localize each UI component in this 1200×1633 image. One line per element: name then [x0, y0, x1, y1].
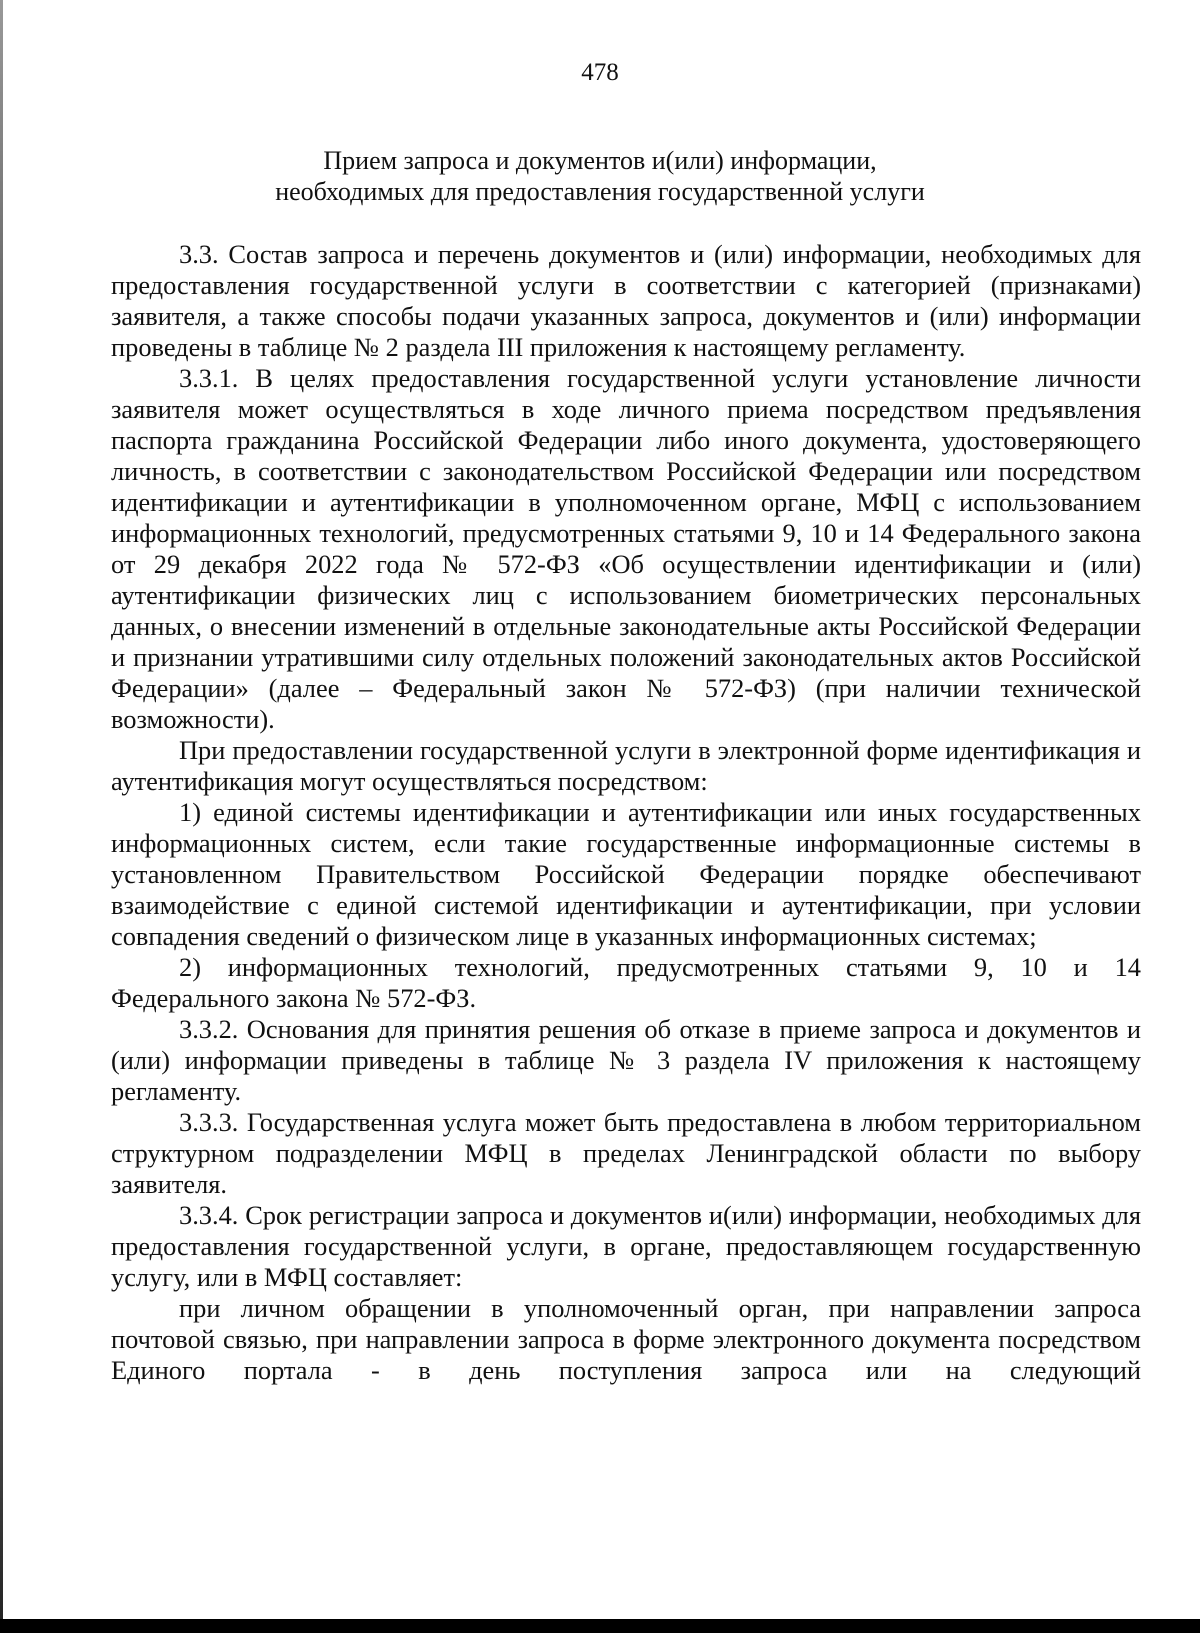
paragraph-3-3: 3.3. Состав запроса и перечень документов и (или) информации, необходимых для предоставления государственной услуги в соответствии с категорией (признаками) заявителя, а также способы подачи указанных запроса, документов и (или) информации проведены в таблице № 2 раздела III приложения к настоящему регламенту.	[111, 239, 1141, 362]
scan-left-edge	[0, 0, 3, 1633]
paragraph-3-3-3: 3.3.3. Государственная услуга может быть предоставлена в любом территориальном структурном подразделении МФЦ в пределах Ленинградской области по выбору заявителя.	[111, 1107, 1141, 1199]
paragraph-registration-term: при личном обращении в уполномоченный орган, при направлении запроса почтовой связью, при направлении запроса в форме электронного документа посредством Единого портала - в день поступления запроса или на следующий	[111, 1293, 1141, 1385]
list-item-1: 1) единой системы идентификации и аутентификации или иных государственных информационных систем, если такие государственные информационные системы в установленном Правительством Российской Федерации порядке обеспечивают взаимодействие с единой системой идентификации и аутентификации, при условии совпадения сведений о физическом лице в указанных информационных системах;	[111, 797, 1141, 951]
paragraph-3-3-4: 3.3.4. Срок регистрации запроса и документов и(или) информации, необходимых для предоставления государственной услуги, в органе, предоставляющем государственную услугу, или в МФЦ составляет:	[111, 1200, 1141, 1292]
section-heading-line-2: необходимых для предоставления государственной услуги	[275, 177, 925, 206]
list-item-2: 2) информационных технологий, предусмотренных статьями 9, 10 и 14 Федерального закона № 572-ФЗ.	[111, 952, 1141, 1013]
body-text	[111, 239, 1141, 1386]
scan-bottom-edge	[0, 1619, 1200, 1633]
section-heading-line-1: Прием запроса и документов и(или) информации,	[323, 146, 877, 175]
paragraph-3-3-2: 3.3.2. Основания для принятия решения об отказе в приеме запроса и документов и (или) информации приведены в таблице № 3 раздела IV приложения к настоящему регламенту.	[111, 1014, 1141, 1106]
page-number: 478	[581, 59, 619, 86]
paragraph-3-3-1: 3.3.1. В целях предоставления государственной услуги установление личности заявителя может осуществляться в ходе личного приема посредством предъявления паспорта гражданина Российской Федерации либо иного документа, удостоверяющего личность, в соответствии с законодательством Российской Федерации или посредством идентификации и аутентификации в уполномоченном органе, МФЦ с использованием информационных технологий, предусмотренных статьями 9, 10 и 14 Федерального закона от 29 декабря 2022 года № 572-ФЗ «Об осуществлении идентификации и (или) аутентификации физических лиц с использованием биометрических персональных данных, о внесении изменений в отдельные законодательные акты Российской Федерации и признании утратившими силу отдельных положений законодательных актов Российской Федерации» (далее – Федеральный закон № 572-ФЗ) (при наличии технической возможности).	[111, 363, 1141, 734]
section-heading	[0, 145, 1200, 207]
paragraph-electronic-identification: При предоставлении государственной услуги в электронной форме идентификация и аутентификация могут осуществляться посредством:	[111, 735, 1141, 796]
